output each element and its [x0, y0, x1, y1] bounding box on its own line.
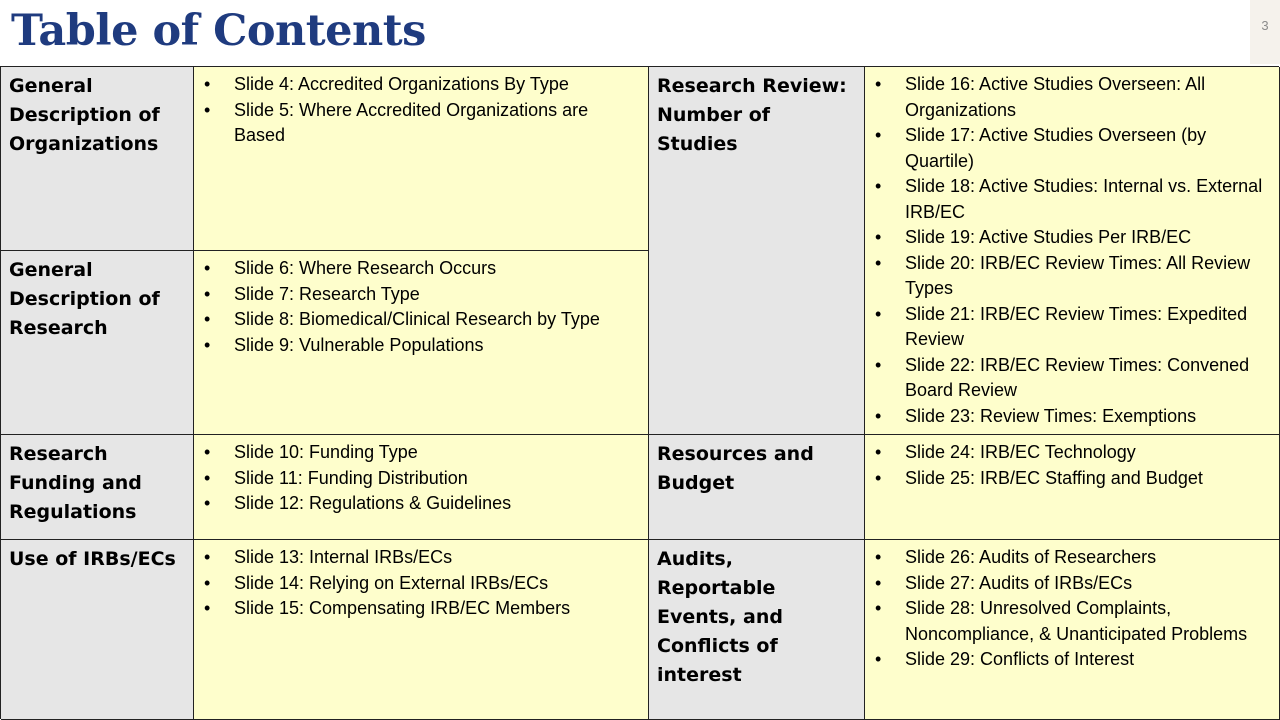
- slide-list-item: • Slide 28: Unresolved Complaints, Noncompliance, & Unanticipated Problems: [873, 596, 1269, 647]
- slide-list-item: • Slide 25: IRB/EC Staffing and Budget: [873, 466, 1269, 492]
- section-items: [194, 540, 649, 720]
- slide-list-item: • Slide 23: Review Times: Exemptions: [873, 404, 1269, 430]
- slide-list-item: • Slide 16: Active Studies Overseen: All Organizations: [873, 72, 1269, 123]
- section-items: [194, 251, 649, 435]
- slide-list-item: • Slide 9: Vulnerable Populations: [202, 333, 638, 359]
- slide-list-item: • Slide 19: Active Studies Per IRB/EC: [873, 225, 1269, 251]
- slide-list-item: • Slide 8: Biomedical/Clinical Research by Type: [202, 307, 638, 333]
- slide-list-item: • Slide 7: Research Type: [202, 282, 638, 308]
- slide-list-item: • Slide 12: Regulations & Guidelines: [202, 491, 638, 517]
- section-heading: Audits, Reportable Events, and Conflicts of interest: [649, 540, 865, 720]
- slide-list-item: • Slide 26: Audits of Researchers: [873, 545, 1269, 571]
- slide-list: [873, 440, 1269, 491]
- slide-list-item: • Slide 29: Conflicts of Interest: [873, 647, 1269, 673]
- slide-list-item: • Slide 14: Relying on External IRBs/ECs: [202, 571, 638, 597]
- slide-list: [202, 545, 638, 622]
- slide-list: [202, 440, 638, 517]
- section-heading: Use of IRBs/ECs: [1, 540, 194, 720]
- slide-list: [202, 72, 638, 149]
- slide-list-item: • Slide 15: Compensating IRB/EC Members: [202, 596, 638, 622]
- slide-list-item: • Slide 17: Active Studies Overseen (by Quartile): [873, 123, 1269, 174]
- slide-list: [873, 72, 1269, 429]
- slide-list-item: • Slide 18: Active Studies: Internal vs. External IRB/EC: [873, 174, 1269, 225]
- slide-list-item: • Slide 6: Where Research Occurs: [202, 256, 638, 282]
- slide-list-item: • Slide 22: IRB/EC Review Times: Convened Board Review: [873, 353, 1269, 404]
- section-items: [865, 67, 1280, 435]
- slide-list-item: • Slide 21: IRB/EC Review Times: Expedited Review: [873, 302, 1269, 353]
- section-heading: Research Funding and Regulations: [1, 435, 194, 540]
- section-items: [865, 540, 1280, 720]
- section-items: [194, 67, 649, 251]
- section-heading: Resources and Budget: [649, 435, 865, 540]
- slide-list-item: • Slide 4: Accredited Organizations By Type: [202, 72, 638, 98]
- slide-list: [202, 256, 638, 358]
- slide-list-item: • Slide 5: Where Accredited Organizations are Based: [202, 98, 638, 149]
- slide-list-item: • Slide 11: Funding Distribution: [202, 466, 638, 492]
- section-items: [865, 435, 1280, 540]
- section-heading: General Description of Research: [1, 251, 194, 435]
- slide-list: [873, 545, 1269, 673]
- section-heading: Research Review: Number of Studies: [649, 67, 865, 435]
- slide-list-item: • Slide 10: Funding Type: [202, 440, 638, 466]
- slide-list-item: • Slide 27: Audits of IRBs/ECs: [873, 571, 1269, 597]
- slide-list-item: • Slide 20: IRB/EC Review Times: All Review Types: [873, 251, 1269, 302]
- page-title: Table of Contents: [11, 6, 426, 56]
- section-heading: General Description of Organizations: [1, 67, 194, 251]
- slide-list-item: • Slide 24: IRB/EC Technology: [873, 440, 1269, 466]
- slide-list-item: • Slide 13: Internal IRBs/ECs: [202, 545, 638, 571]
- section-items: [194, 435, 649, 540]
- page-number: 3: [1261, 18, 1269, 33]
- contents-table: [0, 66, 1279, 719]
